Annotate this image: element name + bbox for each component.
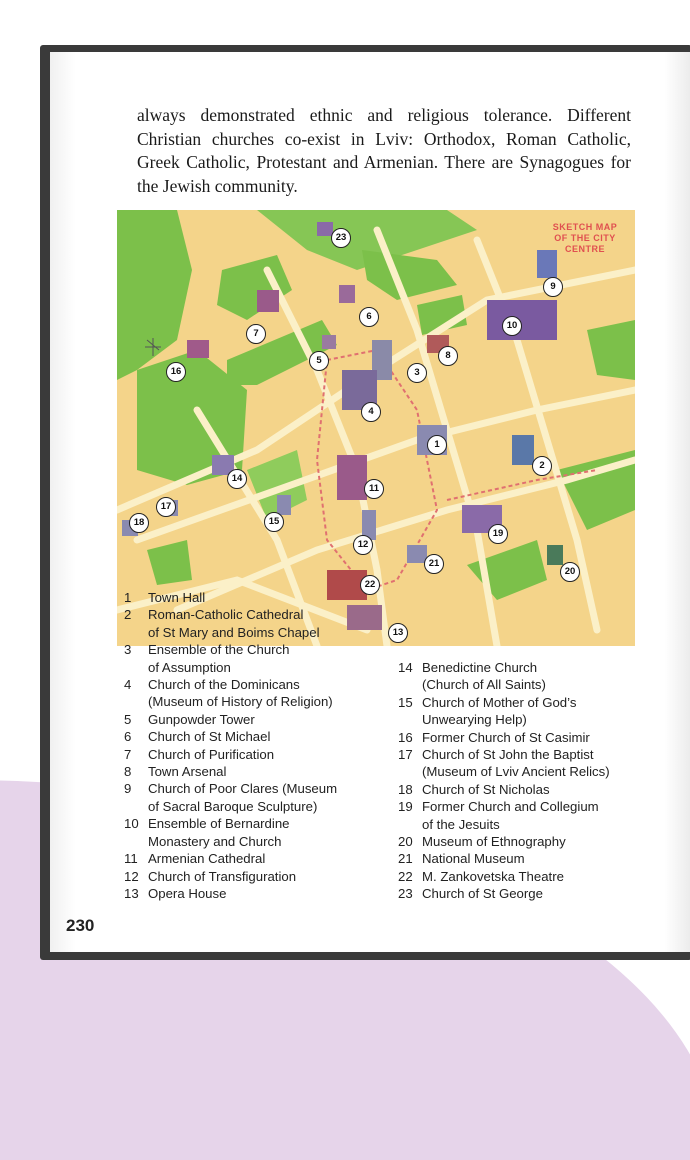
map-marker: 12 bbox=[353, 535, 373, 555]
map-marker: 16 bbox=[166, 362, 186, 382]
legend-item: of Sacral Baroque Sculpture) bbox=[148, 798, 318, 814]
map-marker: 20 bbox=[560, 562, 580, 582]
legend-item: 13 Opera House bbox=[124, 885, 227, 901]
legend-item: 6 Church of St Michael bbox=[124, 729, 271, 745]
map-legend-right bbox=[398, 659, 643, 903]
legend-item: 11 Armenian Cathedral bbox=[124, 851, 266, 867]
map-marker: 22 bbox=[360, 575, 380, 595]
legend-item: 8 Town Arsenal bbox=[124, 764, 227, 780]
map-marker: 1 bbox=[427, 435, 447, 455]
map-marker: 3 bbox=[407, 363, 427, 383]
map-marker: 13 bbox=[388, 623, 408, 643]
map-marker: 2 bbox=[532, 456, 552, 476]
body-paragraph: always demonstrated ethnic and religious tolerance. Different Christian churches co-exist in Lviv: Orthodox, Roman Catholic, Greek Catholic, Protestant and Armenian. There are Synagogues for the Jewish community. bbox=[137, 105, 631, 196]
legend-item: 20 Museum of Ethnography bbox=[398, 834, 566, 850]
legend-item: 5 Gunpowder Tower bbox=[124, 711, 255, 727]
map-marker: 18 bbox=[129, 513, 149, 533]
map-marker: 21 bbox=[424, 554, 444, 574]
map-marker: 15 bbox=[264, 512, 284, 532]
legend-item: 17 Church of St John the Baptist bbox=[398, 747, 594, 763]
map-marker: 5 bbox=[309, 351, 329, 371]
legend-item: 1 Town Hall bbox=[124, 590, 206, 605]
legend-item: 10 Ensemble of Bernardine bbox=[124, 816, 290, 832]
legend-item: (Church of All Saints) bbox=[422, 677, 546, 693]
legend-item: 19 Former Church and Collegium bbox=[398, 799, 599, 815]
map-marker: 9 bbox=[543, 277, 563, 297]
legend-item: 21 National Museum bbox=[398, 851, 525, 867]
map-marker: 23 bbox=[331, 228, 351, 248]
legend-item: Unwearying Help) bbox=[422, 712, 527, 728]
legend-item: (Museum of Lviv Ancient Relics) bbox=[422, 764, 610, 780]
legend-item: 4 Church of the Dominicans bbox=[124, 677, 300, 693]
legend-item: of the Jesuits bbox=[422, 816, 500, 832]
legend-item: 9 Church of Poor Clares (Museum bbox=[124, 781, 338, 797]
page-number: 230 bbox=[66, 916, 95, 935]
legend-item: Monastery and Church bbox=[148, 833, 282, 849]
map-marker: 10 bbox=[502, 316, 522, 336]
legend-item: 14 Benedictine Church bbox=[398, 660, 538, 675]
map-marker: 6 bbox=[359, 307, 379, 327]
legend-item: of Assumption bbox=[148, 659, 231, 675]
map-legend-left bbox=[124, 589, 394, 902]
legend-item: 3 Ensemble of the Church bbox=[124, 642, 290, 658]
map-marker: 17 bbox=[156, 497, 176, 517]
city-sketch-map bbox=[117, 210, 635, 646]
park-area bbox=[362, 250, 457, 300]
map-marker: 14 bbox=[227, 469, 247, 489]
map-marker: 19 bbox=[488, 524, 508, 544]
legend-item: 7 Church of Purification bbox=[124, 746, 275, 762]
legend-item: 15 Church of Mother of God’s bbox=[398, 694, 577, 710]
park-area bbox=[587, 320, 635, 380]
park-area bbox=[117, 210, 192, 380]
park-area bbox=[217, 255, 292, 320]
park-area bbox=[147, 540, 192, 585]
legend-item: 12 Church of Transfiguration bbox=[124, 868, 297, 884]
legend-item: 18 Church of St Nicholas bbox=[398, 781, 550, 797]
legend-item: 2 Roman-Catholic Cathedral bbox=[124, 607, 304, 623]
legend-item: of St Mary and Boims Chapel bbox=[148, 624, 320, 640]
map-marker: 4 bbox=[361, 402, 381, 422]
map-marker: 7 bbox=[246, 324, 266, 344]
map-marker: 8 bbox=[438, 346, 458, 366]
legend-item: 22 M. Zankovetska Theatre bbox=[398, 868, 564, 884]
legend-item: (Museum of History of Religion) bbox=[148, 694, 333, 710]
legend-item: 23 Church of St George bbox=[398, 886, 543, 902]
legend-item: 16 Former Church of St Casimir bbox=[398, 729, 590, 745]
map-marker: 11 bbox=[364, 479, 384, 499]
map-title: SKETCH MAP OF THE CITY CENTRE bbox=[552, 222, 618, 254]
